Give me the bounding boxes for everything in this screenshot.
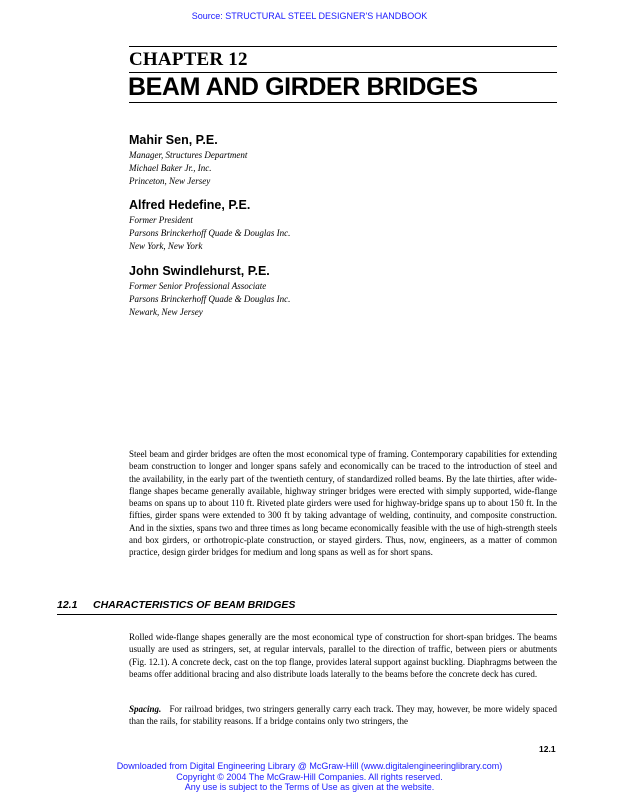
author-affiliation: Parsons Brinckerhoff Quade & Douglas Inc. (129, 294, 291, 304)
section-heading (57, 599, 295, 611)
chapter-title: BEAM AND GIRDER BRIDGES (128, 73, 478, 101)
section-paragraph: Rolled wide-flange shapes generally are the most economical type of construction for short-span bridges. The beams usually are used as stringers, set, at regular intervals, parallel to the direction of traffic, between piers or abutments (Fig. 12.1). A concrete deck, cast on the top flange, provides lateral support against buckling. Diaphragms between the beams offer additional bracing and also distribute loads laterally to the beams before the concrete deck has cured. (129, 632, 557, 679)
author-title: Manager, Structures Department (129, 150, 248, 160)
author-name: John Swindlehurst, P.E. (129, 264, 270, 278)
section-rule (57, 614, 557, 615)
footer (0, 761, 619, 793)
author-title: Former President (129, 215, 193, 225)
intro-paragraph: Steel beam and girder bridges are often the most economical type of framing. Contemporary capabilities for extending beam construction to longer and longer spans safely and economically can be traced to the introduction of steel and the availability, in the early part of the twentieth century, of standardized rolled beams. By the late thirties, after wide-flange shapes became generally available, highway stringer bridges were erected with simply supported, wide-flange beams on spans up to about 110 ft. Riveted plate girders were used for highway-bridge spans up to about 150 ft. In the fifties, girder spans were extended to 300 ft by taking advantage of welding, continuity, and composite construction. And in the sixties, spans two and three times as long became economically feasible with the use of high-strength steels and box girders, or orthotropic-plate construction, or stayed girders. Thus, now, engineers, as a matter of common practice, design girder bridges for medium and long spans as well as for short spans. (129, 449, 557, 558)
spacing-paragraph-text: For railroad bridges, two stringers generally carry each track. They may, however, be more widely spaced than the rails, for stability reasons. If a bridge contains only two stringers, the (129, 704, 558, 727)
author-name: Alfred Hedefine, P.E. (129, 198, 251, 212)
spacing-paragraph (129, 703, 557, 728)
source-note: Source: STRUCTURAL STEEL DESIGNER'S HANDBOOK (191, 11, 428, 21)
section-number: 12.1 (57, 599, 78, 611)
author-location: Princeton, New Jersey (129, 176, 211, 186)
author-location: New York, New York (129, 241, 203, 251)
author-affiliation: Parsons Brinckerhoff Quade & Douglas Inc. (129, 228, 291, 238)
author-title: Former Senior Professional Associate (129, 281, 267, 291)
page-number: 12.1 (539, 744, 556, 754)
runin-label: Spacing. (129, 704, 162, 714)
chapter-label: CHAPTER 12 (129, 49, 248, 70)
author-name: Mahir Sen, P.E. (129, 133, 218, 147)
author-affiliation: Michael Baker Jr., Inc. (129, 163, 212, 173)
footer-download-link[interactable]: Downloaded from Digital Engineering Library @ McGraw-Hill (www.digitalengineeringlibrary.com) (116, 761, 503, 771)
chapter-bottom-rule (129, 102, 557, 103)
author-block (129, 133, 247, 188)
footer-copyright: Copyright © 2004 The McGraw-Hill Companies. All rights reserved. (176, 771, 443, 782)
footer-terms: Any use is subject to the Terms of Use as given at the website. (184, 782, 435, 793)
section-title: CHARACTERISTICS OF BEAM BRIDGES (93, 599, 296, 611)
author-block (129, 198, 290, 253)
chapter-top-rule (129, 46, 557, 47)
author-location: Newark, New Jersey (129, 307, 203, 317)
author-block (129, 264, 290, 319)
